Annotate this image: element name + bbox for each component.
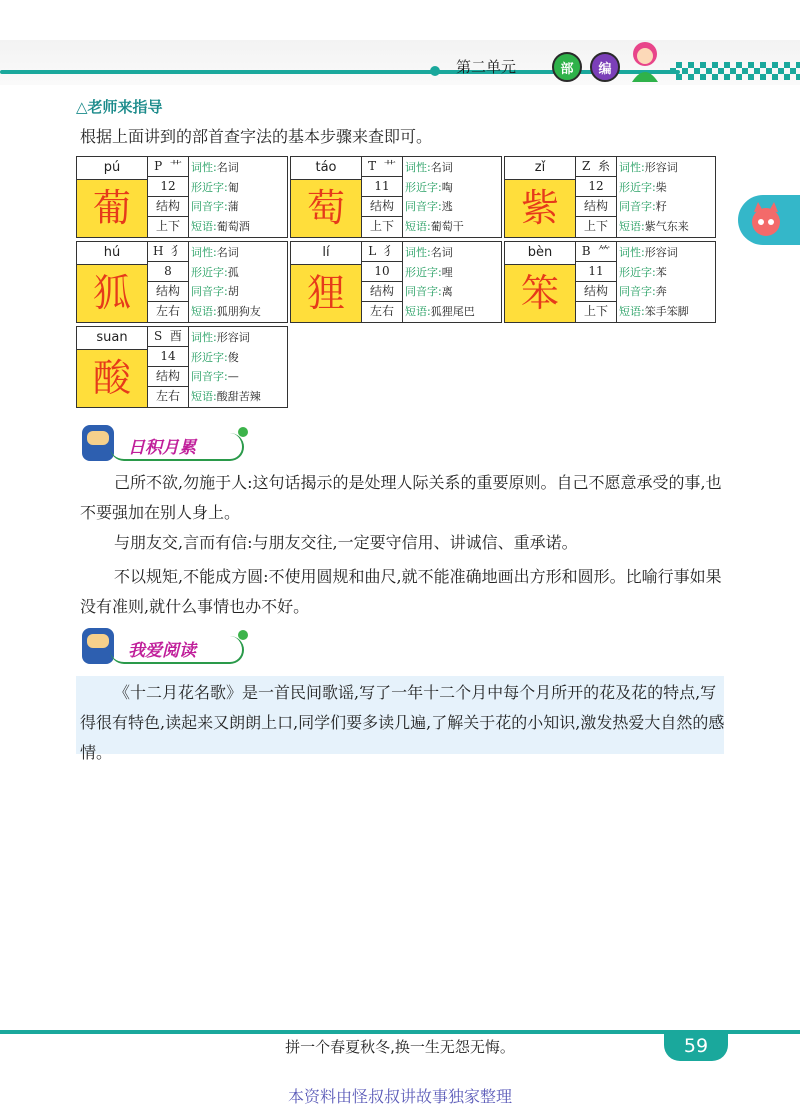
- phrase-row: [405, 302, 501, 322]
- pos-label: 词性:: [191, 331, 217, 344]
- card-info: [619, 158, 715, 236]
- radical: 酉: [169, 329, 182, 343]
- similar-row: [619, 263, 715, 283]
- phrase-label: 短语:: [191, 219, 217, 233]
- card-info: [405, 243, 501, 321]
- unit-title: 第二单元: [456, 58, 517, 76]
- stroke-count: 11: [576, 262, 616, 282]
- pos-label: 词性:: [191, 246, 217, 259]
- phrase-value: 笨手笨脚: [644, 304, 689, 318]
- pinyin: zǐ: [505, 157, 576, 180]
- card-meta-column: [148, 327, 189, 407]
- pos-row: [619, 158, 715, 178]
- pinyin: hú: [77, 242, 148, 265]
- homophone-label: 同音字:: [405, 285, 442, 298]
- pos-row: [405, 243, 501, 263]
- badge-bu: 部: [552, 52, 582, 82]
- initial-letter: B: [581, 244, 591, 258]
- homophone-label: 同音字:: [619, 200, 656, 213]
- homophone-row: [619, 197, 715, 217]
- radical: 犭: [171, 244, 184, 258]
- similar-row: [619, 178, 715, 198]
- card-meta-column: [362, 157, 403, 237]
- structure-label: 结构: [576, 197, 616, 217]
- homophone-row: [191, 367, 287, 387]
- card-info: [619, 243, 715, 321]
- similar-label: 形近字:: [191, 180, 228, 194]
- pinyin: lí: [291, 242, 362, 265]
- similar-row: [191, 348, 287, 368]
- stroke-count: 12: [148, 177, 188, 197]
- pinyin: táo: [291, 157, 362, 180]
- reading-banner: [76, 628, 276, 664]
- initial-letter: H: [152, 244, 164, 258]
- homophone-value: 蒲: [227, 200, 239, 213]
- phrase-label: 短语:: [619, 219, 645, 233]
- similar-label: 形近字:: [405, 180, 442, 194]
- similar-label: 形近字:: [405, 265, 442, 279]
- phrase-row: [191, 387, 287, 407]
- structure-value: 左右: [155, 304, 180, 318]
- homophone-label: 同音字:: [619, 285, 656, 298]
- similar-row: [405, 178, 501, 198]
- phrase-row: [191, 302, 287, 322]
- hanzi: 酸: [77, 350, 148, 407]
- card-meta-column: [576, 242, 617, 322]
- structure-label: 结构: [576, 282, 616, 302]
- homophone-row: [405, 197, 501, 217]
- pos-row: [191, 328, 287, 348]
- reading-title: 我爱阅读: [128, 641, 196, 661]
- book-mascot-icon: [82, 628, 114, 664]
- homophone-value: —: [227, 370, 239, 383]
- character-card: [504, 241, 716, 323]
- phrase-value: 酸甜苦辣: [216, 389, 261, 403]
- phrase-row: [619, 302, 715, 322]
- letter-radical: [576, 242, 616, 262]
- book-mascot-icon: [82, 425, 114, 461]
- initial-letter: L: [368, 244, 377, 258]
- card-info: [191, 158, 287, 236]
- pos-value: 形容词: [216, 331, 250, 344]
- similar-value: 哩: [441, 265, 453, 279]
- structure-value: 上下: [155, 219, 180, 233]
- letter-radical: [362, 157, 402, 177]
- radical: 犭: [383, 244, 396, 258]
- side-tab: [738, 195, 800, 245]
- character-card: [76, 326, 288, 408]
- homophone-value: 胡: [227, 285, 239, 298]
- daily-title: 日积月累: [128, 438, 196, 458]
- card-meta-column: [362, 242, 403, 322]
- structure-value: 上下: [583, 304, 608, 318]
- stroke-count: 10: [362, 262, 402, 282]
- structure-value: 左右: [155, 389, 180, 403]
- homophone-value: 籽: [655, 200, 667, 213]
- mascot-girl-icon: [620, 36, 670, 84]
- homophone-value: 离: [441, 285, 453, 298]
- hanzi: 萄: [291, 180, 362, 237]
- initial-letter: Z: [582, 159, 591, 173]
- phrase-row: [191, 217, 287, 237]
- similar-value: 孤: [227, 265, 239, 279]
- homophone-value: 奔: [655, 285, 667, 298]
- similar-value: 俊: [227, 350, 239, 364]
- phrase-value: 紫气东来: [644, 219, 689, 233]
- daily-paragraph-1: 己所不欲,勿施于人:这句话揭示的是处理人际关系的重要原则。自己不愿意承受的事,也不要强加在别人身上。: [80, 473, 722, 522]
- pos-value: 名词: [216, 161, 239, 174]
- header-dot: [430, 66, 440, 76]
- character-card: [290, 156, 502, 238]
- card-meta-column: [148, 157, 189, 237]
- phrase-label: 短语:: [405, 219, 431, 233]
- letter-radical: [148, 242, 188, 262]
- similar-label: 形近字:: [619, 180, 656, 194]
- similar-row: [191, 263, 287, 283]
- pos-label: 词性:: [619, 161, 645, 174]
- similar-label: 形近字:: [191, 350, 228, 364]
- homophone-row: [191, 197, 287, 217]
- structure-value: 上下: [583, 219, 608, 233]
- card-info: [405, 158, 501, 236]
- homophone-row: [405, 282, 501, 302]
- teacher-tip-intro: 根据上面讲到的部首查字法的基本步骤来查即可。: [80, 127, 433, 146]
- hanzi: 狸: [291, 265, 362, 322]
- stroke-count: 11: [362, 177, 402, 197]
- similar-row: [405, 263, 501, 283]
- phrase-label: 短语:: [191, 389, 217, 403]
- homophone-label: 同音字:: [191, 285, 228, 298]
- character-card: [76, 156, 288, 238]
- structure-value: 左右: [369, 304, 394, 318]
- similar-value: 苯: [655, 265, 667, 279]
- card-meta-column: [576, 157, 617, 237]
- hanzi: 狐: [77, 265, 148, 322]
- banner-dot: [238, 630, 248, 640]
- hanzi: 笨: [505, 265, 576, 322]
- structure-label: 结构: [362, 282, 402, 302]
- phrase-label: 短语:: [191, 304, 217, 318]
- phrase-label: 短语:: [619, 304, 645, 318]
- daily-paragraph-3: 不以规矩,不能成方圆:不使用圆规和曲尺,就不能准确地画出方形和圆形。比喻行事如果没有准则,就什么事情也办不好。: [80, 567, 722, 616]
- card-info: [191, 243, 287, 321]
- hanzi: 紫: [505, 180, 576, 237]
- structure-label: 结构: [148, 282, 188, 302]
- similar-row: [191, 178, 287, 198]
- banner-dot: [238, 427, 248, 437]
- character-card: [290, 241, 502, 323]
- pos-value: 名词: [430, 161, 453, 174]
- phrase-value: 葡萄酒: [216, 219, 250, 233]
- daily-banner: [76, 425, 276, 461]
- phrase-row: [405, 217, 501, 237]
- homophone-label: 同音字:: [191, 370, 228, 383]
- radical: ⺮: [598, 244, 611, 258]
- similar-label: 形近字:: [619, 265, 656, 279]
- page-number: 59: [664, 1031, 728, 1061]
- pos-value: 形容词: [644, 246, 678, 259]
- pos-label: 词性:: [405, 246, 431, 259]
- structure-label: 结构: [362, 197, 402, 217]
- stroke-count: 8: [148, 262, 188, 282]
- character-card: [76, 241, 288, 323]
- pos-label: 词性:: [191, 161, 217, 174]
- radical: 糸: [597, 159, 610, 173]
- letter-radical: [362, 242, 402, 262]
- similar-label: 形近字:: [191, 265, 228, 279]
- similar-value: 匍: [227, 180, 239, 194]
- homophone-row: [619, 282, 715, 302]
- pos-value: 名词: [430, 246, 453, 259]
- pos-value: 形容词: [644, 161, 678, 174]
- badge-bian: 编: [590, 52, 620, 82]
- structure-value: 上下: [369, 219, 394, 233]
- cat-mascot-icon: [746, 200, 786, 240]
- letter-radical: [148, 157, 188, 177]
- pos-label: 词性:: [405, 161, 431, 174]
- radical: 艹: [169, 159, 182, 173]
- similar-value: 柴: [655, 180, 667, 194]
- character-card: [504, 156, 716, 238]
- initial-letter: P: [154, 159, 163, 173]
- card-info: [191, 328, 287, 406]
- letter-radical: [148, 327, 188, 347]
- pinyin: suan: [77, 327, 148, 350]
- structure-label: 结构: [148, 367, 188, 387]
- reading-paragraph: 《十二月花名歌》是一首民间歌谣,写了一年十二个月中每个月所开的花及花的特点,写得很有特色,读起来又朗朗上口,同学们要多读几遍,了解关于花的小知识,激发热爱大自然的感情。: [80, 683, 725, 762]
- phrase-value: 狐狸尾巴: [430, 304, 475, 318]
- teacher-tip-title: △老师来指导: [76, 98, 163, 116]
- letter-radical: [576, 157, 616, 177]
- pos-row: [619, 243, 715, 263]
- pos-row: [191, 243, 287, 263]
- daily-paragraph-2: 与朋友交,言而有信:与朋友交往,一定要守信用、讲诚信、重承诺。: [114, 533, 578, 552]
- stroke-count: 14: [148, 347, 188, 367]
- footer-motto: 拼一个春夏秋冬,换一生无怨无悔。: [285, 1038, 515, 1056]
- homophone-row: [191, 282, 287, 302]
- footer-credit: 本资料由怪叔叔讲故事独家整理: [287, 1087, 512, 1106]
- pos-value: 名词: [216, 246, 239, 259]
- homophone-value: 逃: [441, 200, 453, 213]
- radical: 艹: [383, 159, 396, 173]
- phrase-label: 短语:: [405, 304, 431, 318]
- initial-letter: S: [154, 329, 163, 343]
- initial-letter: T: [368, 159, 377, 173]
- pinyin: pú: [77, 157, 148, 180]
- phrase-value: 狐朋狗友: [216, 304, 261, 318]
- pos-row: [405, 158, 501, 178]
- pinyin: bèn: [505, 242, 576, 265]
- structure-label: 结构: [148, 197, 188, 217]
- header-checker-pattern: [670, 62, 800, 80]
- homophone-label: 同音字:: [405, 200, 442, 213]
- card-meta-column: [148, 242, 189, 322]
- homophone-label: 同音字:: [191, 200, 228, 213]
- stroke-count: 12: [576, 177, 616, 197]
- pos-label: 词性:: [619, 246, 645, 259]
- hanzi: 葡: [77, 180, 148, 237]
- pos-row: [191, 158, 287, 178]
- phrase-row: [619, 217, 715, 237]
- phrase-value: 葡萄干: [430, 219, 464, 233]
- similar-value: 啕: [441, 180, 453, 194]
